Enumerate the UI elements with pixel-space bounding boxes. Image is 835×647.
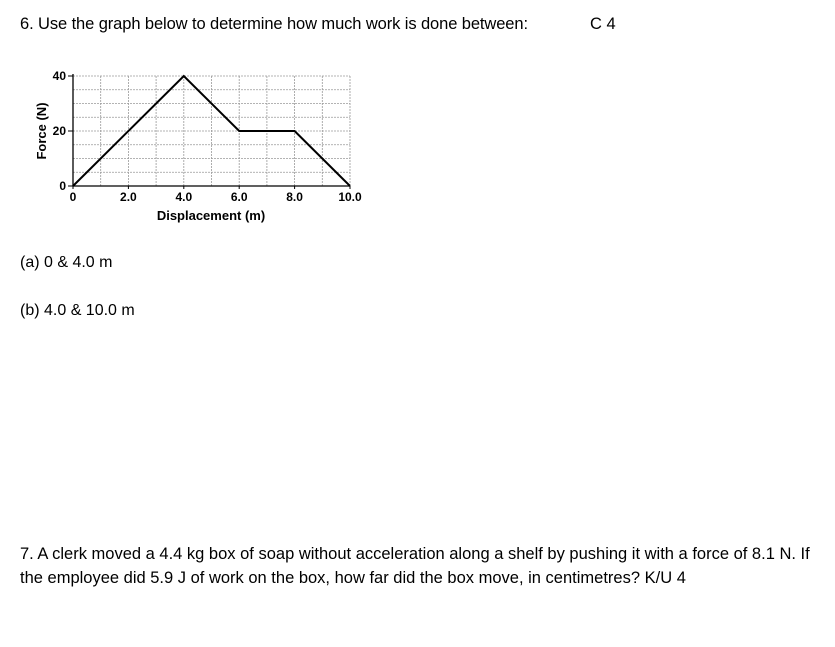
force-displacement-chart [0,0,400,240]
chart-labels [34,69,362,223]
y-axis-title: Force (N) [34,102,49,160]
part-b: (b) 4.0 & 10.0 m [20,302,135,319]
chart-axes [68,74,350,189]
question-7-text: 7. A clerk moved a 4.4 kg box of soap without acceleration along a shelf by pushing it with a force of 8.1 N. If the employee did 5.9 J of work on the box, how far did the box move, in centimetres? [20,545,810,587]
y-tick-label: 40 [52,69,66,83]
x-tick-label: 4.0 [175,190,193,204]
question-6-mark: C 4 [590,15,616,33]
question-7-mark: K/U 4 [644,569,686,587]
x-axis-title: Displacement (m) [156,208,266,223]
x-tick-label: 0 [69,190,77,204]
x-tick-label: 10.0 [338,190,362,204]
chart-grid [73,76,350,186]
y-tick-label: 20 [52,124,66,138]
question-6-prompt: 6. Use the graph below to determine how much work is done between: [20,15,528,33]
x-tick-label: 6.0 [230,190,248,204]
question-7 [20,542,820,590]
x-tick-label: 8.0 [286,190,303,204]
y-tick-label: 0 [59,179,66,193]
part-a: (a) 0 & 4.0 m [20,254,113,271]
x-tick-label: 2.0 [120,190,137,204]
